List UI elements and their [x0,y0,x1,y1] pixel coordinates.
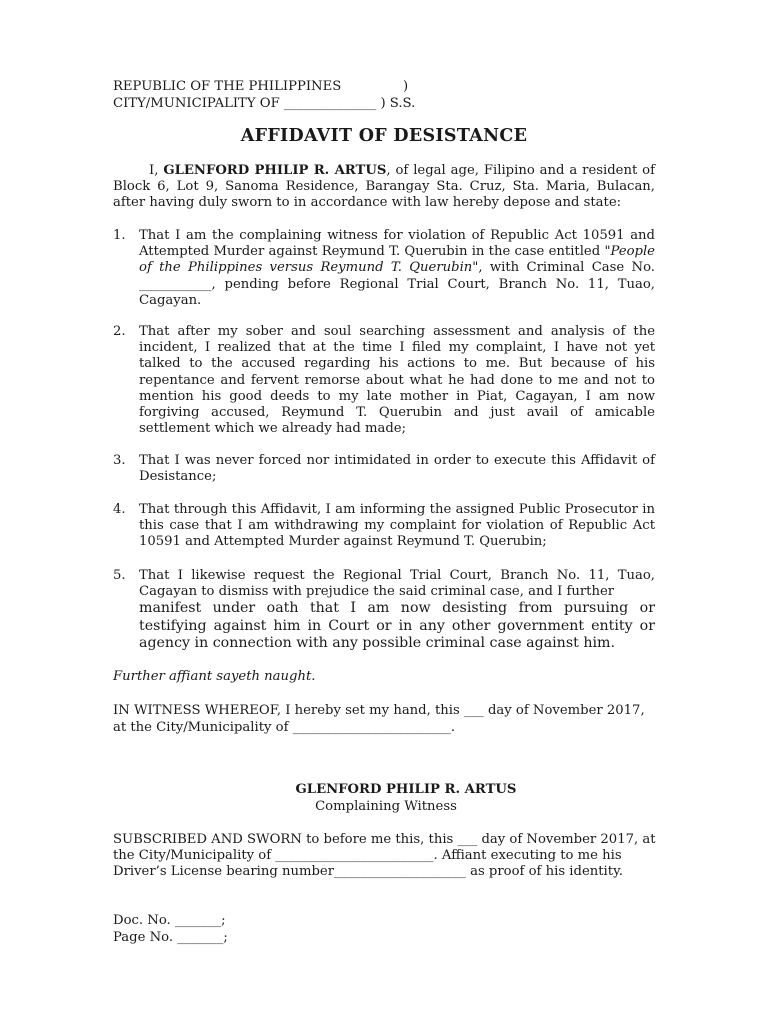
witness-line-1: IN WITNESS WHEREOF, I hereby set my hand, this ___ day of November 2017, [113,703,645,718]
caption-paren: ) [403,79,409,94]
item-text: That I likewise request the Regional Trial Court, Branch No. 11, Tuao, Cagayan to dismiss with prejudice the said criminal case, and I further [139,568,655,600]
item-text: That I was never forced nor intimidated in order to execute this Affidavit of Desistance; [139,453,655,485]
intro-lead: I, [149,163,164,178]
document-title: AFFIDAVIT OF DESISTANCE [240,126,528,146]
item-number: 4. [113,502,126,517]
signature-role: Complaining Witness [315,799,457,814]
item-text: That through this Affidavit, I am informing the assigned Public Prosecutor in this case that I am withdrawing my complaint for violation of Republic Act 10591 and Attempted Murder against Reymund T. Querubin; [139,502,655,550]
doc-number: Doc. No. _______; [113,913,226,928]
list-item-1 [113,228,655,309]
intro-paragraph [113,163,655,212]
case-title: "People of the Philippines versus Reymund T. Querubin" [139,244,655,276]
affiant-name: GLENFORD PHILIP R. ARTUS [163,163,387,178]
caption-line-2 [113,95,415,112]
list-item-3 [113,453,655,485]
item-number: 5. [113,568,126,583]
item-text-large: manifest under oath that I am now desisting from pursuing or testifying against him in Court or in any other government entity or agency in connection with any possible criminal case against him. [139,600,655,651]
list-item-4 [113,502,655,551]
further-affiant: Further affiant sayeth naught. [113,669,316,684]
list-item-2 [113,324,655,437]
caption-republic: REPUBLIC OF THE PHILIPPINES [113,79,342,94]
item-text: That I am the complaining witness for violation of Republic Act 10591 and Attempted Murder against Reymund T. Querubin in the case entitled [139,228,655,260]
signature-name: GLENFORD PHILIP R. ARTUS [295,782,517,797]
page-number: Page No. _______; [113,930,228,945]
caption-line-1 [113,78,408,95]
item-number: 3. [113,453,126,468]
caption-city-blank: ______________ [283,96,377,111]
jurat-line-3: Driver’s License bearing number____________________ as proof of his identity. [113,864,623,879]
item-number: 1. [113,228,126,243]
item-text: , with Criminal Case No. ___________, pending before Regional Trial Court, Branch No. 11, Tuao, Cagayan. [139,260,655,308]
caption-ss: ) S.S. [380,96,416,111]
item-number: 2. [113,324,126,339]
intro-rest: , of legal age, Filipino and a resident of Block 6, Lot 9, Sanoma Residence, Barangay Sta. Cruz, Sta. Maria, Bulacan, after having duly sworn to in accordance with law hereby depose and state: [113,163,655,211]
witness-line-2: at the City/Municipality of ________________________. [113,720,456,735]
caption-city-label: CITY/MUNICIPALITY OF [113,96,280,111]
list-item-5 [113,568,655,652]
item-text: That after my sober and soul searching assessment and analysis of the incident, I realized that at the time I filed my complaint, I have not yet talked to the accused regarding his actions to me. But because of his repentance and fervent remorse about what he had done to me and not to mention his good deeds to my late mother in Piat, Cagayan, I am now forgiving accused, Reymund T. Querubin and just avail of amicable settlement which we already had made; [139,324,655,437]
jurat-line-1: SUBSCRIBED AND SWORN to before me this, this ___ day of November 2017, at [113,832,656,847]
jurat-line-2: the City/Municipality of ________________________. Affiant executing to me his [113,848,622,863]
